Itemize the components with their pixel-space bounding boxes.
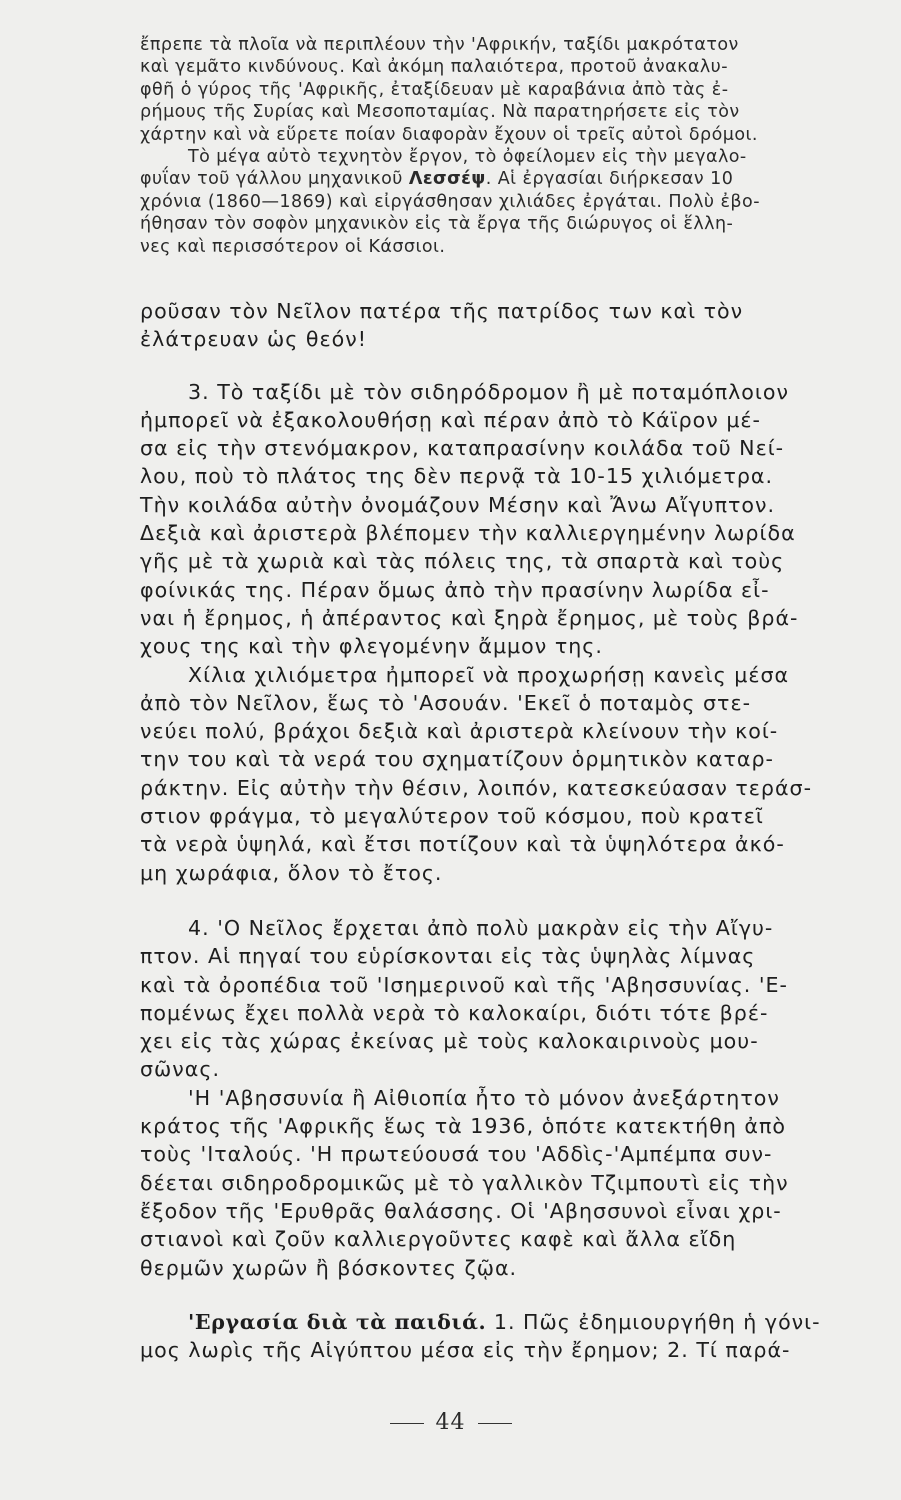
text-line: 4. 'Ο Νεῖλος ἔρχεται ἀπὸ πολὺ μακρὰν εἰς τὴν Αἴγυ- xyxy=(188,915,774,940)
text-line: δέεται σιδηροδρομικῶς μὲ τὸ γαλλικὸν Τζιμπουτὶ εἰς τὴν xyxy=(140,1170,789,1195)
text-line xyxy=(140,1308,885,1336)
text-line: κράτος τῆς 'Αφρικῆς ἕως τὰ 1936, ὁπότε κατεκτήθη ἀπὸ xyxy=(140,1114,787,1139)
exercise-heading: 'Εργασία διὰ τὰ παιδιά. xyxy=(188,1309,487,1334)
text-line: λου, ποὺ τὸ πλάτος της δὲν περνᾷ τὰ 10-15 χιλιόμετρα. xyxy=(140,464,774,489)
footnote-block xyxy=(140,34,885,258)
text-line: νες καὶ περισσότερον οἱ Κάσσιοι. xyxy=(140,236,446,257)
text-line: γῆς μὲ τὰ χωριὰ καὶ τὰς πόλεις της, τὰ σπαρτὰ καὶ τοὺς xyxy=(140,549,785,574)
text-line: πτον. Αἱ πηγαί του εὑρίσκονται εἰς τὰς ὑψηλὰς λίμνας xyxy=(140,944,756,969)
text-line: θερμῶν χωρῶν ἢ βόσκοντες ζῷα. xyxy=(140,1255,518,1280)
text-line: ἔξοδον τῆς 'Ερυθρᾶς θαλάσσης. Οἱ 'Αβησσυνοὶ εἶναι χρι- xyxy=(140,1198,782,1223)
text-line: χρόνια (1860—1869) καὶ εἰργάσθησαν χιλιάδες ἐργάται. Πολὺ ἐβο- xyxy=(140,191,760,212)
text-line: χάρτην καὶ νὰ εὕρετε ποίαν διαφορὰν ἔχουν οἱ τρεῖς αὐτοὶ δρόμοι. xyxy=(140,124,758,145)
text-line: 'Η 'Αβησσυνία ἢ Αἰθιοπία ἦτο τὸ μόνον ἀνεξάρτητον xyxy=(188,1085,780,1110)
text-line xyxy=(140,168,885,190)
text-line: ἀπὸ τὸν Νεῖλον, ἕως τὸ 'Ασουάν. 'Εκεῖ ὁ ποταμὸς στε- xyxy=(140,690,752,715)
text-line: φοίνικάς της. Πέραν ὅμως ἀπὸ τὴν πρασίνην λωρίδα εἶ- xyxy=(140,577,770,602)
paragraph-gap xyxy=(140,887,885,914)
main-text xyxy=(140,297,885,1364)
text-line: ἔπρεπε τὰ πλοῖα νὰ περιπλέουν τὴν 'Αφρικήν, ταξίδι μακρότατον xyxy=(140,35,739,55)
text-line: 3. Τὸ ταξίδι μὲ τὸν σιδηρόδρομον ἢ μὲ ποταμόπλοιον xyxy=(188,379,789,404)
paragraph-gap xyxy=(140,1282,885,1308)
text-line: καὶ γεμᾶτο κινδύνους. Καὶ ἀκόμη παλαιότερα, προτοῦ ἀνακαλυ- xyxy=(140,57,728,78)
text-line: μη χωράφια, ὅλον τὸ ἔτος. xyxy=(140,860,443,885)
engineer-name: Λεσσέψ xyxy=(408,169,486,190)
text-run: . Αἱ ἐργασίαι διήρκεσαν 10 xyxy=(485,169,734,190)
text-line: καὶ τὰ ὀροπέδια τοῦ 'Ισημερινοῦ καὶ τῆς 'Αβησσυνίας. 'Ε- xyxy=(140,972,788,997)
text-line: Χίλια χιλιόμετρα ἠμπορεῖ νὰ προχωρήσῃ κανεὶς μέσα xyxy=(188,662,790,687)
text-line: φθῆ ὁ γύρος τῆς 'Αφρικῆς, ἐταξίδευαν μὲ καραβάνια ἀπὸ τὰς ἐ- xyxy=(140,79,729,100)
dash-left xyxy=(390,1423,424,1424)
page-number-value: 44 xyxy=(435,1410,466,1435)
text-line: τοὺς 'Ιταλούς. 'Η πρωτεύουσά του 'Αδδὶς-'Αμπέμπα συν- xyxy=(140,1142,773,1167)
text-line: ήθησαν τὸν σοφὸν μηχανικὸν εἰς τὰ ἔργα τῆς διώρυγος οἱ ἕλλη- xyxy=(140,214,734,235)
text-line: μος λωρὶς τῆς Αἰγύπτου μέσα εἰς τὴν ἔρημον; 2. Τί παρά- xyxy=(140,1338,791,1363)
text-line: Δεξιὰ καὶ ἀριστερὰ βλέπομεν τὴν καλλιεργημένην λωρίδα xyxy=(140,521,796,546)
text-run: φυΐαν τοῦ γάλλου μηχανικοῦ xyxy=(140,169,409,190)
text-line: ἠμπορεῖ νὰ ἐξακολουθήσῃ καὶ πέραν ἀπὸ τὸ Κάϊρον μέ- xyxy=(140,407,761,432)
text-line: ἐλάτρευαν ὡς θεόν! xyxy=(140,327,368,352)
paragraph-gap xyxy=(140,354,885,378)
text-line: ρήμους τῆς Συρίας καὶ Μεσοποταμίας. Νὰ παρατηρήσετε εἰς τὸν xyxy=(140,102,740,123)
text-line: χους της καὶ τὴν φλεγομένην ἄμμον της. xyxy=(140,634,603,659)
text-line: ράκτην. Εἰς αὐτὴν τὴν θέσιν, λοιπόν, κατεσκεύασαν τεράσ- xyxy=(140,775,813,800)
text-run: 1. Πῶς ἐδημιουργήθη ἡ γόνι- xyxy=(486,1309,821,1334)
page-number xyxy=(0,1410,901,1435)
text-line: νεύει πολύ, βράχοι δεξιὰ καὶ ἀριστερὰ κλείνουν τὴν κοί- xyxy=(140,719,779,744)
text-line: χει εἰς τὰς χώρας ἐκείνας μὲ τοὺς καλοκαιρινοὺς μου- xyxy=(140,1029,759,1054)
text-line: σῶνας. xyxy=(140,1057,221,1082)
text-line: στιανοὶ καὶ ζοῦν καλλιεργοῦντες καφὲ καὶ ἄλλα εἴδη xyxy=(140,1227,737,1252)
text-line: στιον φράγμα, τὸ μεγαλύτερον τοῦ κόσμου, ποὺ κρατεῖ xyxy=(140,804,764,829)
text-line: Τὸ μέγα αὐτὸ τεχνητὸν ἔργον, τὸ ὀφείλομεν εἰς τὴν μεγαλο- xyxy=(188,147,747,168)
text-line: ναι ἡ ἔρημος, ἡ ἀπέραντος καὶ ξηρὰ ἔρημος, μὲ τοὺς βρά- xyxy=(140,605,799,630)
text-line: την του καὶ τὰ νερά του σχηματίζουν ὁρμητικὸν καταρ- xyxy=(140,747,774,772)
text-line: ροῦσαν τὸν Νεῖλον πατέρα τῆς πατρίδος των καὶ τὸν xyxy=(140,299,744,323)
text-line: Τὴν κοιλάδα αὐτὴν ὀνομάζουν Μέσην καὶ Ἄνω Αἴγυπτον. xyxy=(140,492,776,517)
text-line: πομένως ἔχει πολλὰ νερὰ τὸ καλοκαίρι, διότι τότε βρέ- xyxy=(140,1000,769,1025)
dash-right xyxy=(478,1423,512,1424)
text-line: τὰ νερὰ ὑψηλά, καὶ ἔτσι ποτίζουν καὶ τὰ ὑψηλότερα ἀκό- xyxy=(140,832,785,857)
text-line: σα εἰς τὴν στενόμακρον, καταπρασίνην κοιλάδα τοῦ Νεί- xyxy=(140,436,785,461)
